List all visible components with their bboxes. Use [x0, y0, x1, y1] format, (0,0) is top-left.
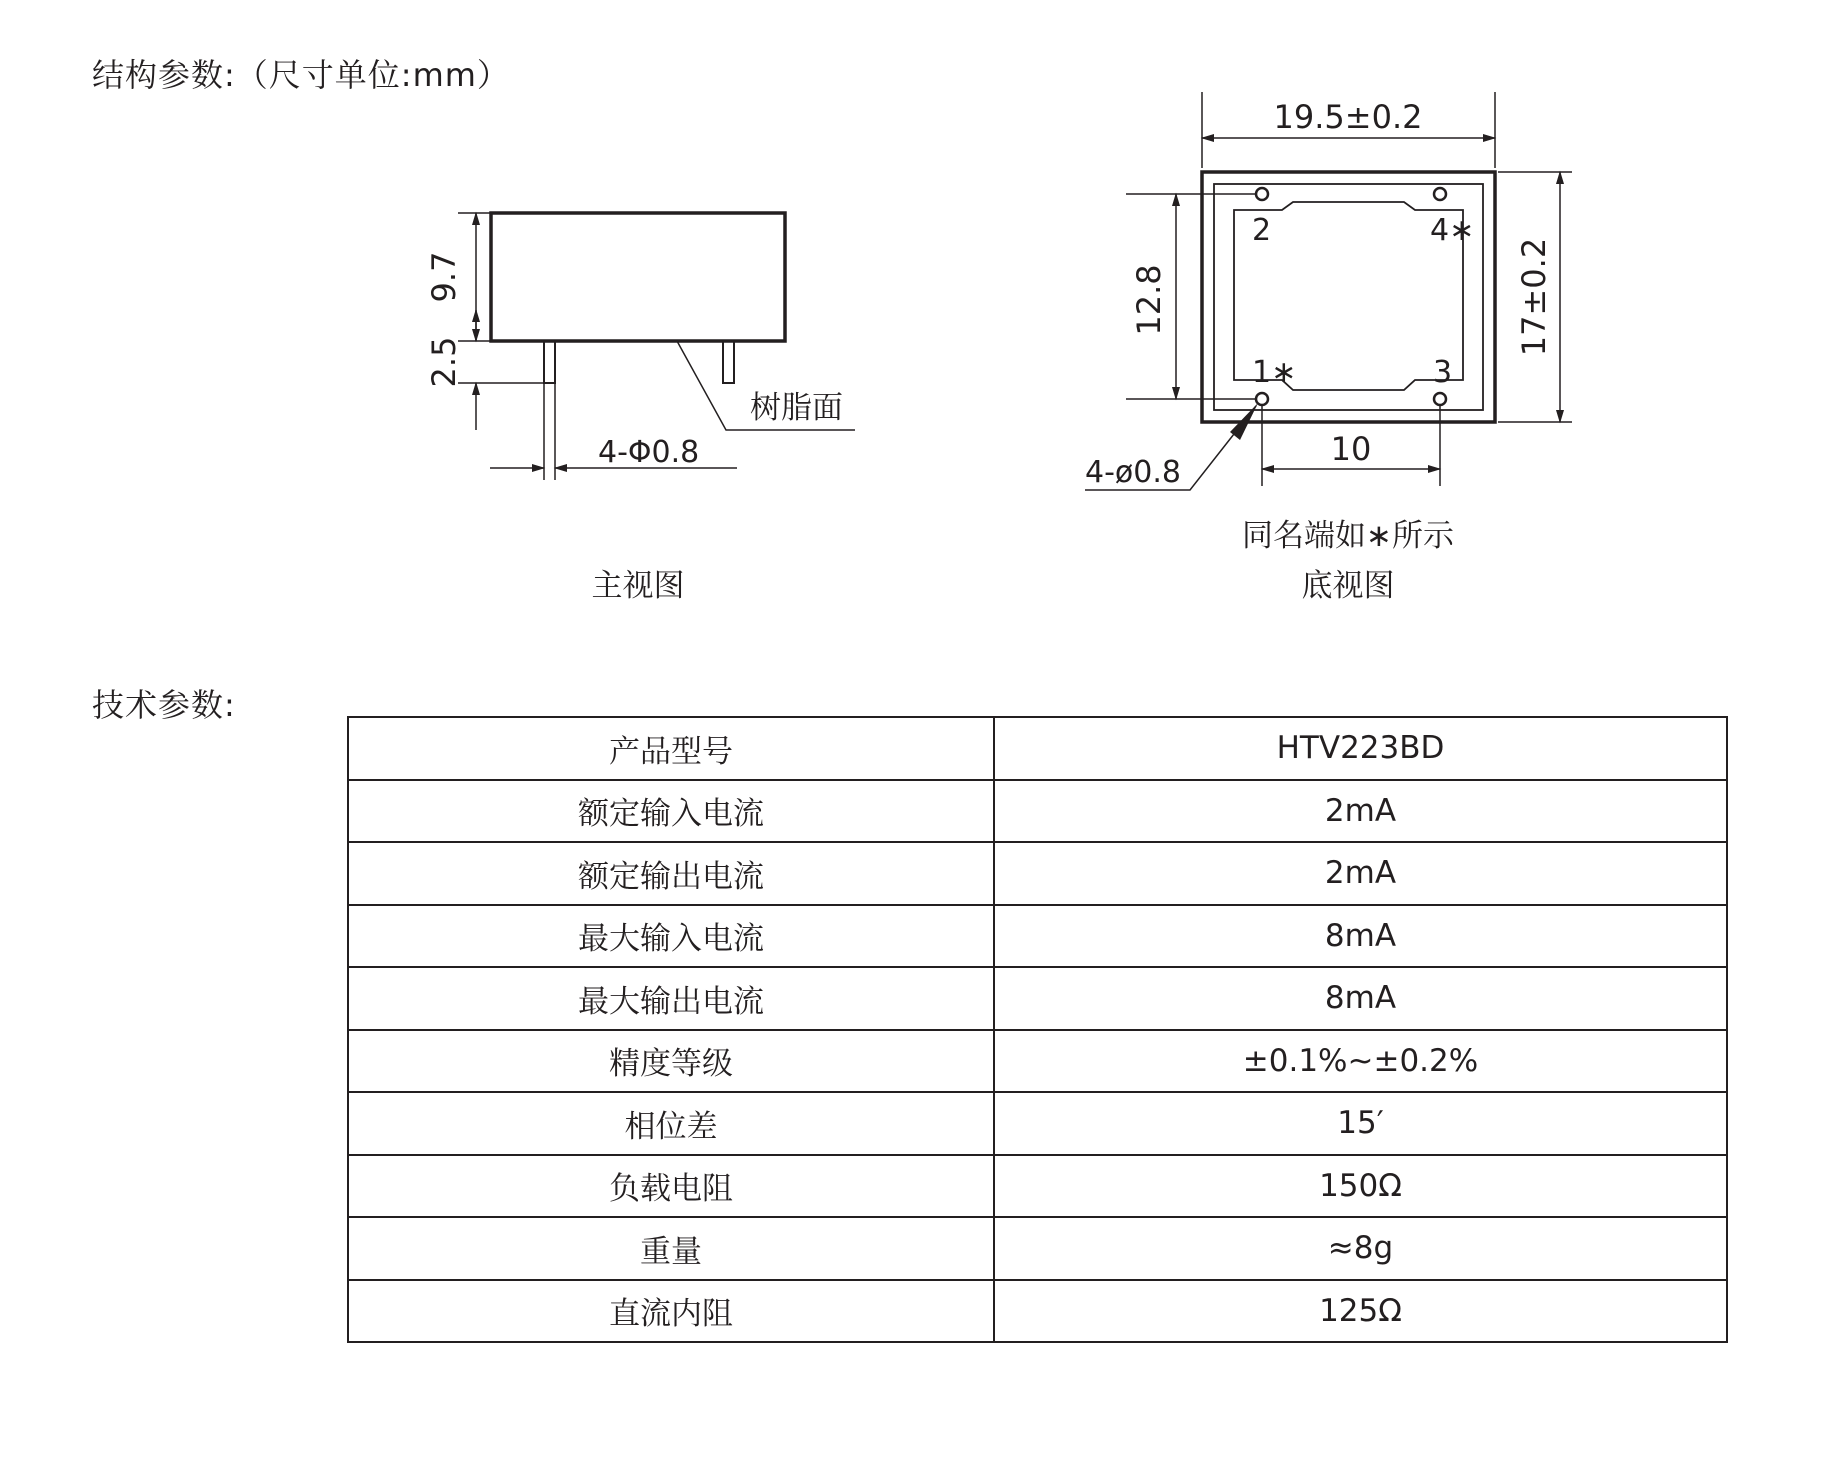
- table-row: [348, 1030, 1727, 1093]
- param-cell: 最大输入电流: [348, 905, 994, 968]
- table-row: [348, 905, 1727, 968]
- table-row: [348, 1155, 1727, 1218]
- pin-label-2: 2: [1252, 213, 1272, 248]
- pin-label-4: 4∗: [1430, 213, 1475, 248]
- value-cell: ±0.1%~±0.2%: [994, 1030, 1727, 1093]
- value-cell: 8mA: [994, 905, 1727, 968]
- param-cell: 重量: [348, 1217, 994, 1280]
- param-cell: 最大输出电流: [348, 967, 994, 1030]
- front-pin-right: [723, 341, 734, 383]
- param-cell: 额定输入电流: [348, 780, 994, 843]
- dim-height-label: 17±0.2: [1515, 237, 1553, 357]
- value-cell: 8mA: [994, 967, 1727, 1030]
- resin-label: 树脂面: [750, 390, 843, 426]
- pin-label-3: 3: [1433, 355, 1453, 390]
- structure-heading: 结构参数:（尺寸单位:mm）: [92, 56, 510, 94]
- dim-width-label: 19.5±0.2: [1273, 98, 1423, 136]
- dimension-drawings: [0, 0, 1823, 640]
- param-cell: 精度等级: [348, 1030, 994, 1093]
- front-body-outline: [491, 213, 785, 341]
- table-row: [348, 717, 1727, 780]
- param-cell: 产品型号: [348, 717, 994, 780]
- value-cell: 125Ω: [994, 1280, 1727, 1343]
- value-cell: 15′: [994, 1092, 1727, 1155]
- param-cell: 负载电阻: [348, 1155, 994, 1218]
- param-cell: 直流内阻: [348, 1280, 994, 1343]
- pin-hole-3: [1434, 393, 1446, 405]
- dim-pin-spacing-h-label: 10: [1330, 430, 1372, 468]
- value-cell: ≈8g: [994, 1217, 1727, 1280]
- pin-diameter-label: 4-Φ0.8: [598, 435, 700, 470]
- front-pin-left: [544, 341, 555, 383]
- value-cell: HTV223BD: [994, 717, 1727, 780]
- value-cell: 2mA: [994, 842, 1727, 905]
- dim-body-height-label: 9.7: [425, 251, 463, 303]
- dim-pin-length-label: 2.5: [425, 336, 463, 388]
- table-row: [348, 780, 1727, 843]
- bottom-view-caption: 底视图: [1301, 568, 1395, 604]
- value-cell: 150Ω: [994, 1155, 1727, 1218]
- table-row: [348, 967, 1727, 1030]
- value-cell: 2mA: [994, 780, 1727, 843]
- table-row: [348, 1217, 1727, 1280]
- front-view-caption: 主视图: [591, 568, 685, 604]
- dim-pin-spacing-v-label: 12.8: [1130, 264, 1168, 336]
- pin-label-1: 1∗: [1252, 355, 1297, 390]
- tech-heading: 技术参数:: [92, 686, 236, 724]
- pin-hole-1: [1256, 393, 1268, 405]
- pin-hole-2: [1256, 188, 1268, 200]
- param-cell: 相位差: [348, 1092, 994, 1155]
- param-cell: 额定输出电流: [348, 842, 994, 905]
- hole-diameter-label: 4-ø0.8: [1085, 455, 1181, 490]
- table-row: [348, 1092, 1727, 1155]
- table-row: [348, 1280, 1727, 1343]
- pin-hole-4: [1434, 188, 1446, 200]
- tech-spec-table: [347, 716, 1728, 1343]
- table-row: [348, 842, 1727, 905]
- polarity-note: 同名端如∗所示: [1242, 518, 1454, 554]
